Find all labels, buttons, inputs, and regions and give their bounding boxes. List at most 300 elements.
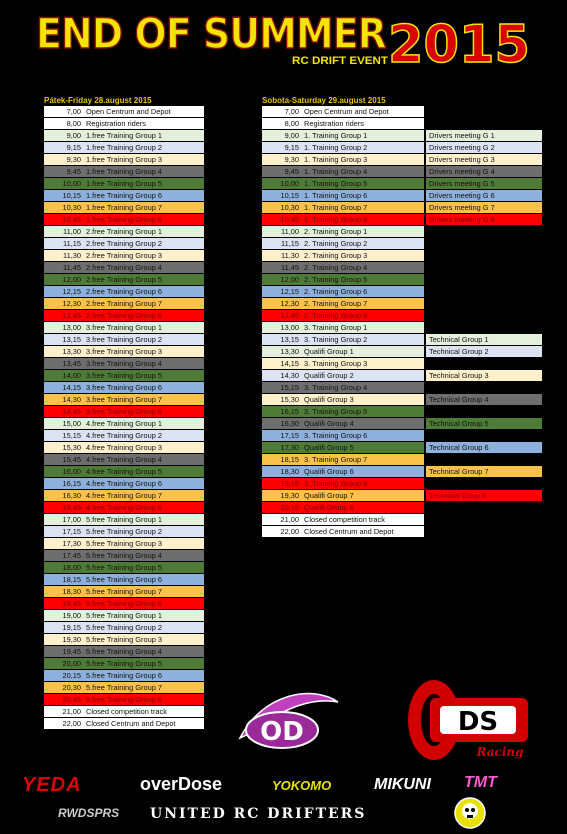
side-row <box>426 106 542 118</box>
row-time: 7,00 <box>284 107 299 116</box>
row-activity: 5.free Training Group 6 <box>86 671 163 680</box>
row-time: 12,30 <box>280 299 299 308</box>
row-activity: 5.free Training Group 4 <box>86 551 163 560</box>
row-activity: 1.free Training Group 5 <box>86 179 163 188</box>
schedule-row <box>262 322 424 334</box>
schedule-row <box>44 526 204 538</box>
schedule-row <box>262 154 424 166</box>
side-row: Drivers meeting G 3 <box>426 154 542 166</box>
row-time: 15,30 <box>280 395 299 404</box>
row-activity: 5.free Training Group 2 <box>86 623 163 632</box>
schedule-row <box>262 418 424 430</box>
schedule-row <box>44 190 204 202</box>
ds-racing-logo <box>400 676 540 766</box>
row-time: 13,30 <box>280 347 299 356</box>
row-time: 9,15 <box>284 143 299 152</box>
row-activity: 2.free Training Group 3 <box>86 251 163 260</box>
title-subtitle: RC DRIFT EVENT <box>292 55 389 67</box>
row-time: 10,45 <box>280 215 299 224</box>
schedule-row <box>44 406 204 418</box>
schedule-row <box>44 106 204 118</box>
row-time: 8,00 <box>66 119 81 128</box>
schedule-row <box>262 478 424 490</box>
row-activity: 1. Training Group 8 <box>304 215 368 224</box>
title-year: 2015 <box>388 15 530 75</box>
row-time: 17,15 <box>62 527 81 536</box>
schedule-row <box>44 706 204 718</box>
row-activity: 1. Training Group 7 <box>304 203 368 212</box>
row-activity: 5.free Training Group 2 <box>86 527 163 536</box>
title-main: END OF SUMMER <box>36 9 387 58</box>
row-activity: 5.free Training Group 3 <box>86 635 163 644</box>
schedule-row <box>262 286 424 298</box>
row-activity: 5.free Training Group 5 <box>86 563 163 572</box>
od-logo-text: OD <box>260 717 304 747</box>
schedule-row <box>44 586 204 598</box>
row-time: 9,45 <box>284 167 299 176</box>
schedule-row <box>44 118 204 130</box>
row-activity: Qualifi Group 7 <box>304 491 354 500</box>
row-activity: 2. Training Group 2 <box>304 239 368 248</box>
row-activity: 4.free Training Group 6 <box>86 479 163 488</box>
row-time: 17,45 <box>62 551 81 560</box>
row-activity: 2.free Training Group 4 <box>86 263 163 272</box>
row-activity: 5.free Training Group 5 <box>86 659 163 668</box>
row-time: 19,15 <box>62 623 81 632</box>
schedule-row <box>262 238 424 250</box>
side-row: Technical Goup 8 <box>426 490 542 502</box>
side-row: Technical Group 1 <box>426 334 542 346</box>
schedule-row <box>44 226 204 238</box>
row-activity: 3.free Training Group 8 <box>86 407 163 416</box>
schedule-row <box>262 178 424 190</box>
row-activity: 2. Training Group 4 <box>304 263 368 272</box>
row-activity: 3. Training Group 8 <box>304 479 368 488</box>
row-activity: Qualifi Group 8 <box>304 503 354 512</box>
side-row: Drivers meeting G 4 <box>426 166 542 178</box>
row-time: 14,15 <box>280 359 299 368</box>
row-time: 13,30 <box>62 347 81 356</box>
row-time: 19,30 <box>62 635 81 644</box>
row-time: 14,00 <box>62 371 81 380</box>
row-activity: 3.free Training Group 7 <box>86 395 163 404</box>
row-time: 15,00 <box>62 419 81 428</box>
schedule-row <box>262 202 424 214</box>
row-time: 12,15 <box>280 287 299 296</box>
row-activity: Qualifi Group 5 <box>304 443 354 452</box>
row-time: 10,30 <box>62 203 81 212</box>
side-row <box>426 382 542 394</box>
schedule-row <box>262 142 424 154</box>
schedule-row <box>44 610 204 622</box>
row-activity: 3.free Training Group 1 <box>86 323 163 332</box>
row-time: 18,15 <box>62 575 81 584</box>
sponsor-yeda: YEDA <box>22 774 82 796</box>
row-activity: Closed competition track <box>86 707 167 716</box>
row-activity: 5.free Training Group 6 <box>86 575 163 584</box>
sponsor-mikuni: MIKUNI <box>374 776 431 793</box>
saturday-side-column <box>426 106 542 502</box>
schedule-row <box>44 358 204 370</box>
side-row: Drivers meeting G 2 <box>426 142 542 154</box>
row-activity: 2. Training Group 3 <box>304 251 368 260</box>
row-activity: 2. Training Group 5 <box>304 275 368 284</box>
row-activity: 5.free Training Group 4 <box>86 647 163 656</box>
ds-logo-text: DS <box>457 707 499 737</box>
row-time: 17,15 <box>280 431 299 440</box>
schedule-row <box>44 466 204 478</box>
event-title <box>36 4 536 84</box>
schedule-row <box>262 166 424 178</box>
row-time: 10,15 <box>280 191 299 200</box>
schedule-row <box>44 562 204 574</box>
schedule-row <box>262 118 424 130</box>
sponsor-yokomo: YOKOMO <box>272 778 332 793</box>
row-activity: 1. Training Group 4 <box>304 167 368 176</box>
row-time: 11,45 <box>63 263 81 272</box>
row-time: 8,00 <box>284 119 299 128</box>
schedule-row <box>44 142 204 154</box>
row-activity: 5.free Training Group 1 <box>86 515 163 524</box>
row-activity: Qualifi Group 1 <box>304 347 354 356</box>
schedule-row <box>44 478 204 490</box>
row-activity: 1.free Training Group 4 <box>86 167 163 176</box>
schedule-row <box>44 454 204 466</box>
row-time: 16,45 <box>62 503 81 512</box>
row-time: 11,15 <box>281 239 299 248</box>
row-time: 20,00 <box>62 659 81 668</box>
side-row: Technical Group 6 <box>426 442 542 454</box>
row-time: 13,15 <box>280 335 299 344</box>
row-activity: 1. Training Group 5 <box>304 179 368 188</box>
row-time: 14,30 <box>280 371 299 380</box>
ds-logo-subtext: Racing <box>476 745 524 759</box>
side-row <box>426 430 542 442</box>
sponsor-overdose: overDose <box>140 774 223 794</box>
side-row <box>426 250 542 262</box>
row-time: 22,00 <box>62 719 81 728</box>
side-row <box>426 310 542 322</box>
row-time: 22,00 <box>280 527 299 536</box>
schedule-row <box>44 538 204 550</box>
side-row <box>426 298 542 310</box>
row-time: 21,00 <box>62 707 81 716</box>
row-activity: 1.free Training Group 1 <box>86 131 163 140</box>
schedule-row <box>44 250 204 262</box>
schedule-row <box>44 718 204 730</box>
schedule-row <box>44 394 204 406</box>
side-row: Drivers meeting G 6 <box>426 190 542 202</box>
row-time: 13,45 <box>62 359 81 368</box>
row-time: 10,45 <box>62 215 81 224</box>
row-activity: 3.free Training Group 2 <box>86 335 163 344</box>
friday-schedule <box>44 106 204 730</box>
sponsor-drifters: RWDSPRS <box>58 806 120 820</box>
row-activity: 1. Training Group 2 <box>304 143 368 152</box>
schedule-row <box>44 514 204 526</box>
row-activity: 4.free Training Group 4 <box>86 455 163 464</box>
schedule-row <box>262 190 424 202</box>
row-time: 10,15 <box>62 191 81 200</box>
row-time: 12,00 <box>280 275 299 284</box>
schedule-row <box>44 622 204 634</box>
side-row <box>426 262 542 274</box>
row-activity: 1.free Training Group 7 <box>86 203 163 212</box>
row-activity: Qualifi Group 3 <box>304 395 354 404</box>
row-activity: 1. Training Group 3 <box>304 155 368 164</box>
row-time: 19,45 <box>62 647 81 656</box>
row-time: 20,15 <box>280 503 299 512</box>
row-time: 9,30 <box>66 155 81 164</box>
side-row <box>426 454 542 466</box>
row-time: 9,00 <box>284 131 299 140</box>
schedule-row <box>44 418 204 430</box>
schedule-row <box>44 262 204 274</box>
row-time: 9,30 <box>284 155 299 164</box>
side-row: Drivers meeting G 7 <box>426 202 542 214</box>
row-activity: 5.free Training Group 8 <box>86 695 163 704</box>
schedule-row <box>44 598 204 610</box>
row-time: 19,30 <box>280 491 299 500</box>
row-time: 14,45 <box>62 407 81 416</box>
schedule-row <box>262 442 424 454</box>
schedule-row <box>262 454 424 466</box>
row-time: 12,45 <box>62 311 81 320</box>
row-time: 11,30 <box>63 251 81 260</box>
schedule-row <box>44 370 204 382</box>
row-time: 13,00 <box>62 323 81 332</box>
schedule-row <box>44 490 204 502</box>
row-activity: 5.free Training Group 3 <box>86 539 163 548</box>
row-time: 10,00 <box>62 179 81 188</box>
schedule-row <box>262 106 424 118</box>
schedule-row <box>44 382 204 394</box>
row-time: 14,30 <box>62 395 81 404</box>
side-row <box>426 322 542 334</box>
row-activity: Closed competition track <box>304 515 385 524</box>
row-time: 20,30 <box>62 683 81 692</box>
row-time: 16,30 <box>62 491 81 500</box>
schedule-row <box>44 310 204 322</box>
row-time: 16,00 <box>62 467 81 476</box>
row-activity: 3.free Training Group 3 <box>86 347 163 356</box>
schedule-row <box>44 322 204 334</box>
row-time: 14,15 <box>62 383 81 392</box>
schedule-row <box>262 298 424 310</box>
side-row: Drivers meeting G 5 <box>426 178 542 190</box>
schedule-row <box>44 550 204 562</box>
row-activity: Qualifi Group 4 <box>304 419 354 428</box>
schedule-row <box>262 334 424 346</box>
schedule-row <box>262 274 424 286</box>
row-time: 18,30 <box>280 467 299 476</box>
row-time: 10,00 <box>280 179 299 188</box>
side-row <box>426 238 542 250</box>
row-activity: Closed Centrum and Depot <box>304 527 394 536</box>
row-activity: 2. Training Group 7 <box>304 299 368 308</box>
side-row: Technical Group 3 <box>426 370 542 382</box>
row-activity: 5.free Training Group 7 <box>86 587 163 596</box>
row-time: 15,15 <box>62 431 81 440</box>
schedule-row <box>44 442 204 454</box>
row-time: 17,30 <box>280 443 299 452</box>
side-row: Drivers meeting G 8 <box>426 214 542 226</box>
row-activity: 4.free Training Group 2 <box>86 431 163 440</box>
skull-badge-icon <box>452 796 488 830</box>
row-activity: 2.free Training Group 1 <box>86 227 163 236</box>
sponsor-tamiya: TMT <box>464 774 497 791</box>
saturday-schedule <box>262 106 424 538</box>
row-time: 9,45 <box>66 167 81 176</box>
row-activity: Qualifi Group 6 <box>304 467 354 476</box>
side-row <box>426 118 542 130</box>
row-activity: 2.free Training Group 5 <box>86 275 163 284</box>
schedule-row <box>262 430 424 442</box>
row-activity: 3.free Training Group 6 <box>86 383 163 392</box>
row-activity: 2.free Training Group 7 <box>86 299 163 308</box>
row-activity: 1.free Training Group 8 <box>86 215 163 224</box>
row-activity: 3. Training Group 7 <box>304 455 368 464</box>
row-time: 9,15 <box>66 143 81 152</box>
side-row <box>426 358 542 370</box>
side-row <box>426 406 542 418</box>
schedule-row <box>44 238 204 250</box>
row-activity: 1.free Training Group 3 <box>86 155 163 164</box>
schedule-row <box>44 574 204 586</box>
schedule-row <box>262 370 424 382</box>
row-time: 21,00 <box>280 515 299 524</box>
friday-label: Pátek-Friday 28.august 2015 <box>44 96 152 105</box>
side-row <box>426 286 542 298</box>
schedule-row <box>262 394 424 406</box>
row-activity: 2.free Training Group 6 <box>86 287 163 296</box>
row-time: 9,00 <box>66 131 81 140</box>
row-time: 7,00 <box>66 107 81 116</box>
schedule-row <box>262 262 424 274</box>
row-activity: Closed Centrum and Depot <box>86 719 176 728</box>
row-time: 12,15 <box>62 287 81 296</box>
saturday-label: Sobota-Saturday 29.august 2015 <box>262 96 386 105</box>
row-time: 15,15 <box>280 383 299 392</box>
schedule-row <box>44 286 204 298</box>
schedule-row <box>44 202 204 214</box>
schedule-row <box>262 490 424 502</box>
schedule-row <box>44 670 204 682</box>
row-activity: 2. Training Group 1 <box>304 227 368 236</box>
schedule-row <box>44 178 204 190</box>
row-time: 13,00 <box>280 323 299 332</box>
side-row: Drivers meeting G 1 <box>426 130 542 142</box>
row-activity: 5.free Training Group 1 <box>86 611 163 620</box>
row-time: 18,45 <box>62 599 81 608</box>
row-activity: Open Centrum and Depot <box>86 107 171 116</box>
row-time: 16,15 <box>62 479 81 488</box>
row-time: 11,15 <box>63 239 81 248</box>
schedule-row <box>44 298 204 310</box>
schedule-row <box>262 466 424 478</box>
row-time: 11,00 <box>63 227 81 236</box>
row-activity: 2. Training Group 8 <box>304 311 368 320</box>
row-time: 11,45 <box>281 263 299 272</box>
row-time: 15,30 <box>62 443 81 452</box>
schedule-row <box>262 526 424 538</box>
sponsor-united-rc-drifters: UNITED RC DRIFTERS <box>150 806 367 822</box>
side-row: Technical Group 7 <box>426 466 542 478</box>
schedule-row <box>262 514 424 526</box>
row-activity: 3.free Training Group 4 <box>86 359 163 368</box>
schedule-row <box>44 214 204 226</box>
row-time: 18,15 <box>280 455 299 464</box>
row-activity: 1. Training Group 1 <box>304 131 368 140</box>
schedule-row <box>262 130 424 142</box>
row-time: 17,00 <box>62 515 81 524</box>
row-time: 16,30 <box>280 419 299 428</box>
side-row <box>426 274 542 286</box>
row-activity: 4.free Training Group 3 <box>86 443 163 452</box>
row-time: 15,45 <box>62 455 81 464</box>
row-time: 12,00 <box>62 275 81 284</box>
row-activity: 3. Training Group 2 <box>304 335 368 344</box>
side-row: Technical Group 2 <box>426 346 542 358</box>
schedule-row <box>44 694 204 706</box>
schedule-row <box>44 334 204 346</box>
od-logo <box>232 688 344 752</box>
schedule-row <box>262 346 424 358</box>
row-time: 12,45 <box>280 311 299 320</box>
schedule-row <box>44 274 204 286</box>
row-activity: 5.free Training Group 7 <box>86 683 163 692</box>
schedule-row <box>262 382 424 394</box>
schedule-row <box>44 682 204 694</box>
row-activity: 2.free Training Group 2 <box>86 239 163 248</box>
schedule-row <box>44 634 204 646</box>
row-time: 20,15 <box>62 671 81 680</box>
row-time: 20,45 <box>62 695 81 704</box>
row-activity: 3. Training Group 1 <box>304 323 368 332</box>
row-time: 16,15 <box>280 407 299 416</box>
row-time: 10,30 <box>280 203 299 212</box>
row-activity: 4.free Training Group 1 <box>86 419 163 428</box>
schedule-row <box>44 430 204 442</box>
row-activity: 4.free Training Group 8 <box>86 503 163 512</box>
row-time: 12,30 <box>62 299 81 308</box>
schedule-row <box>44 502 204 514</box>
side-row: Technical Group 5 <box>426 418 542 430</box>
row-activity: 1.free Training Group 2 <box>86 143 163 152</box>
schedule-row <box>262 502 424 514</box>
schedule-row <box>262 406 424 418</box>
row-time: 11,00 <box>281 227 299 236</box>
row-activity: Registration riders <box>304 119 364 128</box>
row-activity: 1. Training Group 6 <box>304 191 368 200</box>
row-time: 17,30 <box>62 539 81 548</box>
side-row <box>426 226 542 238</box>
row-activity: 2. Training Group 6 <box>304 287 368 296</box>
row-activity: 3. Training Group 5 <box>304 407 368 416</box>
row-activity: 3. Training Group 4 <box>304 383 368 392</box>
row-activity: Open Centrum and Depot <box>304 107 389 116</box>
row-time: 18,00 <box>62 563 81 572</box>
row-activity: 5.free Training Group 8 <box>86 599 163 608</box>
row-time: 18,30 <box>62 587 81 596</box>
row-activity: 1.free Training Group 6 <box>86 191 163 200</box>
row-activity: 4.free Training Group 5 <box>86 467 163 476</box>
side-row <box>426 478 542 490</box>
row-time: 11,30 <box>281 251 299 260</box>
schedule-row <box>44 346 204 358</box>
row-activity: 4.free Training Group 7 <box>86 491 163 500</box>
schedule-row <box>262 214 424 226</box>
